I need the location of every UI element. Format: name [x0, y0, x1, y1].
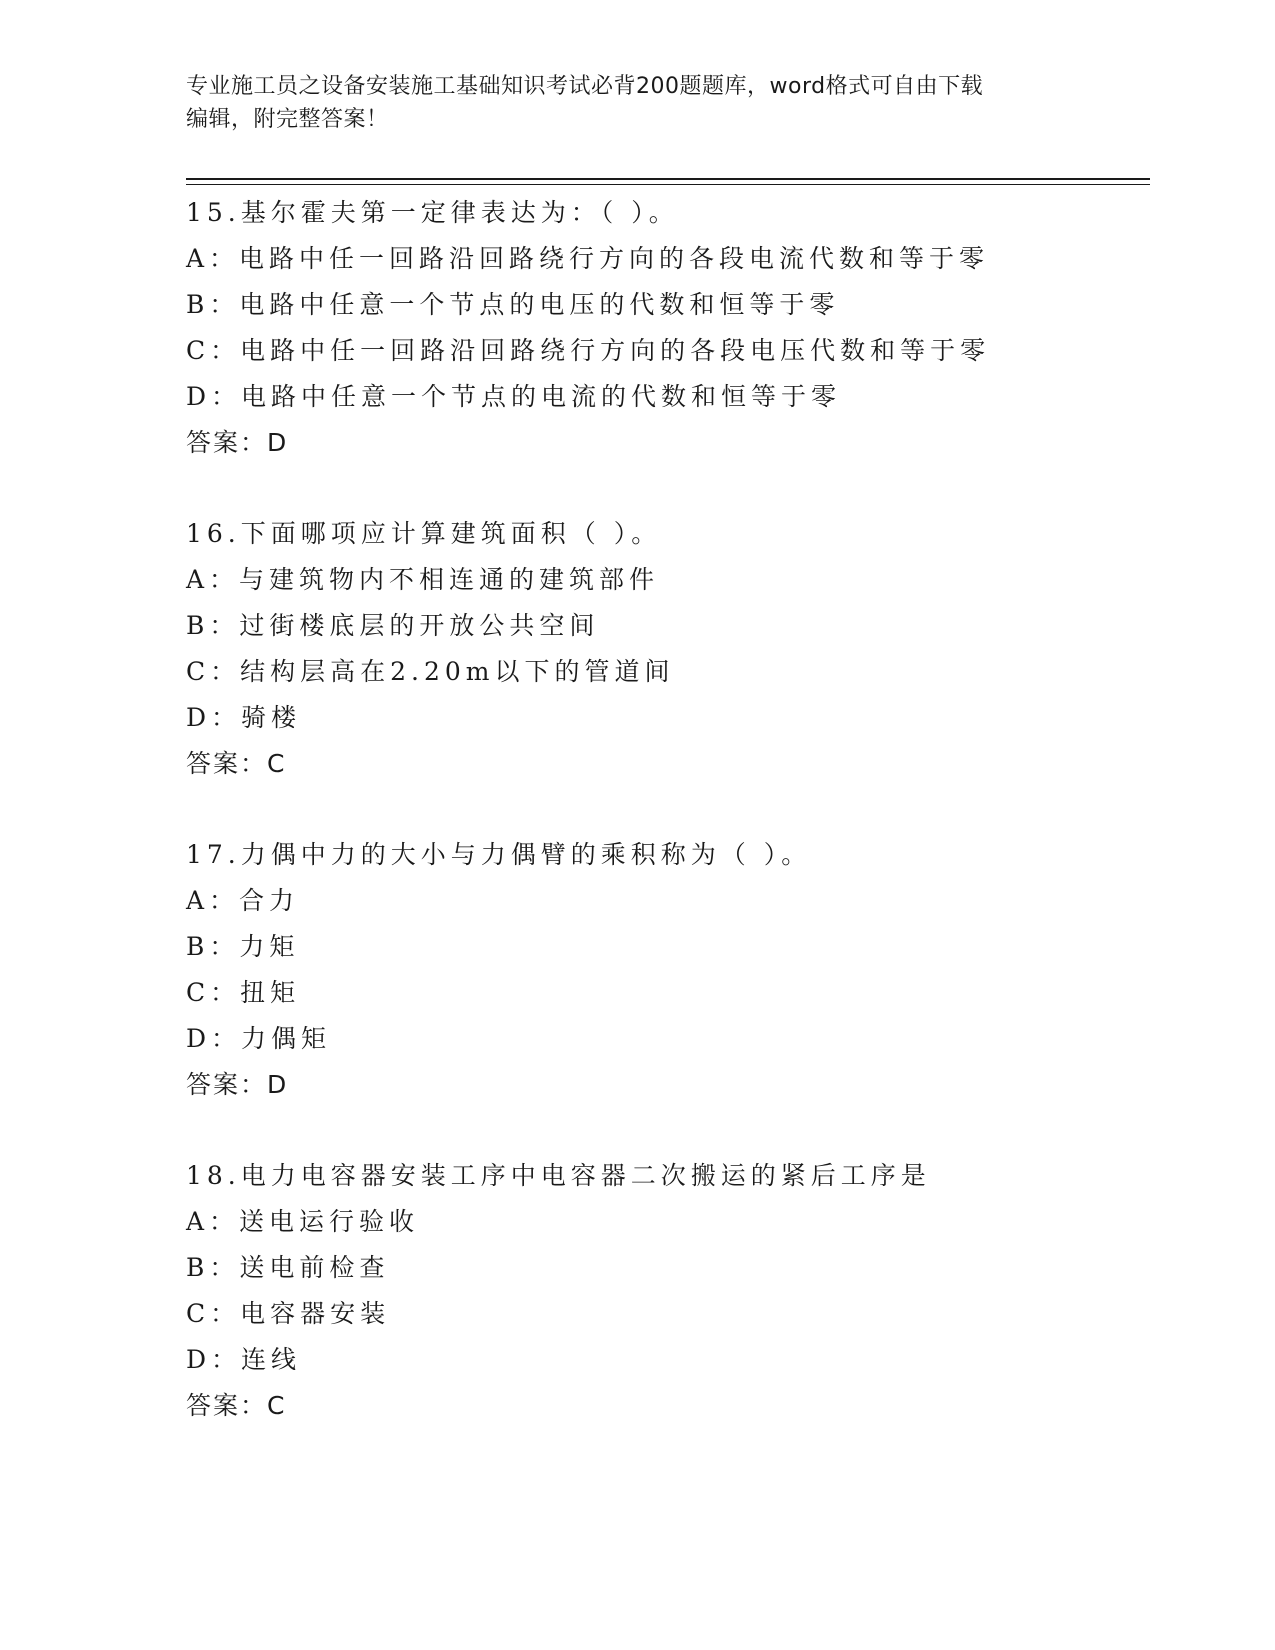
option-d: D：电路中任意一个节点的电流的代数和恒等于零	[186, 382, 842, 411]
answer-label: 答案：C	[186, 1391, 287, 1420]
option-a: A：合力	[186, 886, 300, 915]
question-17	[186, 832, 1150, 1108]
option-b: B：电路中任意一个节点的电压的代数和恒等于零	[186, 290, 840, 319]
option-a: A：与建筑物内不相连通的建筑部件	[186, 565, 660, 594]
header-line-2: 编辑，附完整答案！	[186, 107, 389, 132]
question-stem: 15.基尔霍夫第一定律表达为：（ ）。	[186, 198, 679, 227]
question-16	[186, 511, 1150, 787]
option-c: C：扭矩	[186, 978, 301, 1007]
option-d: D：力偶矩	[186, 1024, 332, 1053]
question-stem: 16.下面哪项应计算建筑面积（ ）。	[186, 519, 662, 548]
option-a: A：送电运行验收	[186, 1207, 420, 1236]
answer-label: 答案：C	[186, 749, 287, 778]
option-a: A：电路中任一回路沿回路绕行方向的各段电流代数和等于零	[186, 244, 990, 273]
question-stem: 17.力偶中力的大小与力偶臂的乘积称为（ ）。	[186, 840, 812, 869]
document-header	[186, 70, 1066, 136]
option-b: B：力矩	[186, 932, 300, 961]
option-c: C：电路中任一回路沿回路绕行方向的各段电压代数和等于零	[186, 336, 991, 365]
header-divider-thick	[186, 178, 1150, 180]
question-15	[186, 190, 1150, 466]
header-divider-thin	[186, 184, 1150, 185]
question-list	[186, 190, 1150, 1474]
question-18	[186, 1153, 1150, 1429]
answer-label: 答案：D	[186, 1070, 289, 1099]
header-line-1: 专业施工员之设备安装施工基础知识考试必背200题题库，word格式可自由下载	[186, 74, 984, 99]
option-d: D：骑楼	[186, 703, 302, 732]
option-d: D：连线	[186, 1345, 302, 1374]
question-stem: 18.电力电容器安装工序中电容器二次搬运的紧后工序是	[186, 1161, 931, 1190]
answer-label: 答案：D	[186, 428, 289, 457]
option-c: C：电容器安装	[186, 1299, 391, 1328]
option-c: C：结构层高在2.20m以下的管道间	[186, 657, 675, 686]
option-b: B：送电前检查	[186, 1253, 390, 1282]
option-b: B：过街楼底层的开放公共空间	[186, 611, 600, 640]
